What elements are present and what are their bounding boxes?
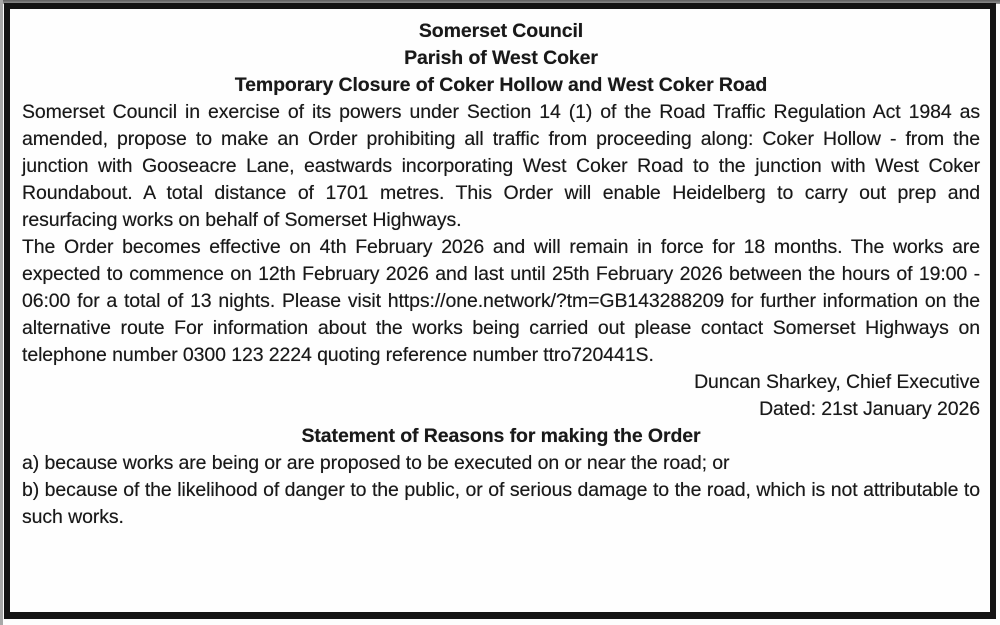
order-description-paragraph: Somerset Council in exercise of its powers under Section 14 (1) of the Road Traffic Regulation Act 1984 as amended, propose to make an Order prohibiting all traffic from proceeding along: Coker Hollow - from the junction with Gooseacre Lane, eastwards incorporating West Coker Road to the junction with West Coker Roundabout. A total distance of 1701 metres. This Order will enable Heidelberg to carry out prep and resurfacing works on behalf of Somerset Highways. [22, 101, 980, 231]
parish-heading: Parish of West Coker [404, 47, 598, 69]
notice-title: Temporary Closure of Coker Hollow and West Coker Road [234, 74, 768, 96]
signature-line: Duncan Sharkey, Chief Executive [694, 371, 980, 393]
statement-of-reasons-heading: Statement of Reasons for making the Order [301, 425, 701, 447]
scan-edge-artifact-left [0, 0, 3, 625]
reason-item-a: a) because works are being or are proposed to be executed on or near the road; or [22, 452, 730, 474]
notice-frame [4, 3, 996, 619]
dated-line: Dated: 21st January 2026 [759, 398, 980, 420]
council-name-heading: Somerset Council [418, 20, 584, 42]
reason-item-b: b) because of the likelihood of danger to the public, or of serious damage to the road, which is not attributable to such works. [22, 479, 980, 528]
order-dates-contact-paragraph: The Order becomes effective on 4th February 2026 and will remain in force for 18 months. The works are expected to commence on 12th February 2026 and last until 25th February 2026 between the hours of 19:00 - 06:00 for a total of 13 nights. Please visit https://one.network/?tm=GB143288209 for further information on the alternative route For information about the works being carried out please contact Somerset Highways on telephone number 0300 123 2224 quoting reference number ttro720441S. [22, 236, 980, 366]
